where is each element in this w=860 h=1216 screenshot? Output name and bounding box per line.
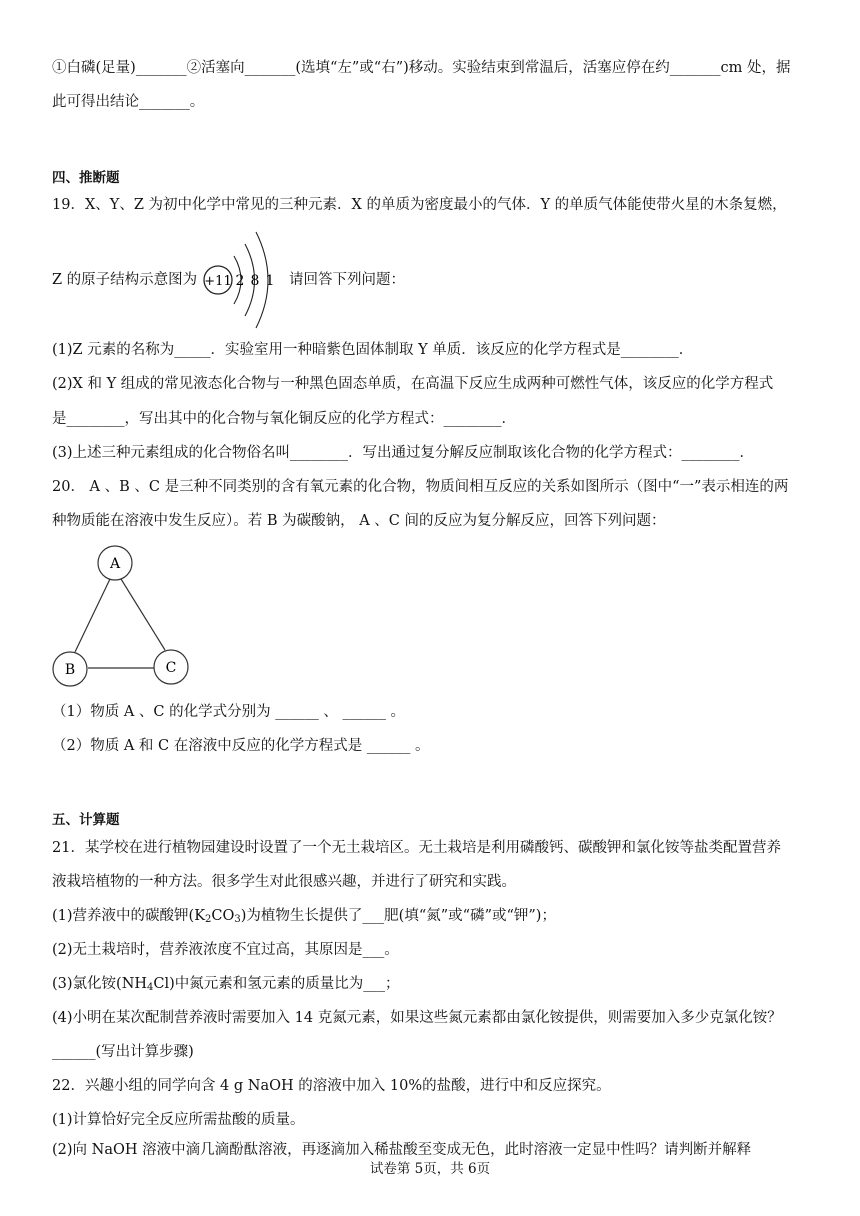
section-heading-calculation: 五、计算题 xyxy=(52,812,120,828)
q21-stem-line2: 液栽培植物的一种方法。很多学生对此很感兴趣，并进行了研究和实践。 xyxy=(52,874,516,890)
q20-part2: （2）物质 A 和 C 在溶液中反应的化学方程式是 ______ 。 xyxy=(52,738,430,754)
q22-stem: 22．兴趣小组的同学向含 4 g NaOH 的溶液中加入 10%的盐酸，进行中和反应探究。 xyxy=(52,1078,611,1094)
q21-part1-sub2: 3 xyxy=(234,914,241,925)
q21-part2: (2)无土栽培时，营养液浓度不宜过高，其原因是___。 xyxy=(52,942,399,958)
q22-part1: (1)计算恰好完全反应所需盐酸的质量。 xyxy=(52,1112,305,1128)
atom-shell-3-electrons: 1 xyxy=(265,273,275,289)
q20-stem-line1: 20． A 、B 、C 是三种不同类别的含有氧元素的化合物，物质间相互反应的关系如图所示（图中“一”表示相连的两 xyxy=(52,479,789,495)
node-b-label: B xyxy=(64,662,76,678)
q18-text-line2: 此可得出结论_______。 xyxy=(52,94,205,110)
node-c-label: C xyxy=(165,660,177,676)
node-a-label: A xyxy=(109,556,121,572)
q21-part4-line2: ______(写出计算步骤) xyxy=(52,1044,194,1060)
q19-part1: (1)Z 元素的名称为_____．实验室用一种暗紫色固体制取 Y 单质．该反应的化学方程式是________． xyxy=(52,342,694,358)
q21-part1-sub1: 2 xyxy=(205,914,212,925)
q19-stem-line2-post: 请回答下列问题： xyxy=(289,272,405,288)
q21-part1-mid: CO xyxy=(211,908,235,924)
atom-structure-diagram xyxy=(200,226,290,334)
q21-part3-sub: 4 xyxy=(147,982,154,993)
q21-part3-post: Cl)中氮元素和氢元素的质量比为___； xyxy=(153,976,400,992)
q21-stem-line1: 21．某学校在进行植物园建设时设置了一个无土栽培区。无土栽培是利用磷酸钙、碳酸钾和氯化铵等盐类配置营养 xyxy=(52,840,781,856)
q19-part3: (3)上述三种元素组成的化合物俗名叫________．写出通过复分解反应制取该化合物的化学方程式：________． xyxy=(52,445,755,461)
q20-stem-line2: 种物质能在溶液中发生反应）。若 B 为碳酸钠， A 、C 间的反应为复分解反应，回答下列问题： xyxy=(52,513,666,529)
q20-part1: （1）物质 A 、C 的化学式分别为 ______ 、 ______ 。 xyxy=(52,704,406,720)
q21-part3 xyxy=(52,974,822,998)
q18-text-line1: ①白磷(足量)_______②活塞向_______(选填“左”或“右”)移动。实验结束到常温后，活塞应停在约_______cm 处，据 xyxy=(52,60,791,76)
q19-part2-line1: (2)X 和 Y 组成的常见液态化合物与一种黑色固态单质，在高温下反应生成两种可燃性气体，该反应的化学方程式 xyxy=(52,376,774,392)
q21-part4-line1: (4)小明在某次配制营养液时需要加入 14 克氮元素，如果这些氮元素都由氯化铵提供，则需要加入多少克氯化铵？ xyxy=(52,1010,782,1026)
atom-shell-1-electrons: 2 xyxy=(235,273,245,289)
node-c xyxy=(154,650,188,684)
triangle-relation-diagram xyxy=(50,544,195,690)
q19-part2-line2: 是________，写出其中的化合物与氧化铜反应的化学方程式：________． xyxy=(52,411,516,427)
q21-part3-pre: (3)氯化铵(NH xyxy=(52,976,148,992)
q21-part1-post: )为植物生长提供了___肥(填“氮”或“磷”或“钾”)； xyxy=(240,908,556,924)
section-heading-inference: 四、推断题 xyxy=(52,170,120,186)
node-b xyxy=(53,652,87,686)
atom-nucleus-charge: +11 xyxy=(204,274,232,289)
q21-part1 xyxy=(52,906,822,930)
page-footer: 试卷第 5页，共 6页 xyxy=(369,1161,491,1177)
q19-stem-line2-pre: Z 的原子结构示意图为 xyxy=(52,272,198,288)
q22-part2: (2)向 NaOH 溶液中滴几滴酚酞溶液，再逐滴加入稀盐酸至变成无色，此时溶液一定显中性吗？请判断并解释 xyxy=(52,1142,752,1158)
node-a xyxy=(98,546,132,580)
q21-part1-pre: (1)营养液中的碳酸钾(K xyxy=(52,908,206,924)
atom-shell-2-electrons: 8 xyxy=(250,273,260,289)
q19-stem-line1: 19．X、Y、Z 为初中化学中常见的三种元素．X 的单质为密度最小的气体．Y 的单质气体能使带火星的木条复燃， xyxy=(52,197,787,213)
